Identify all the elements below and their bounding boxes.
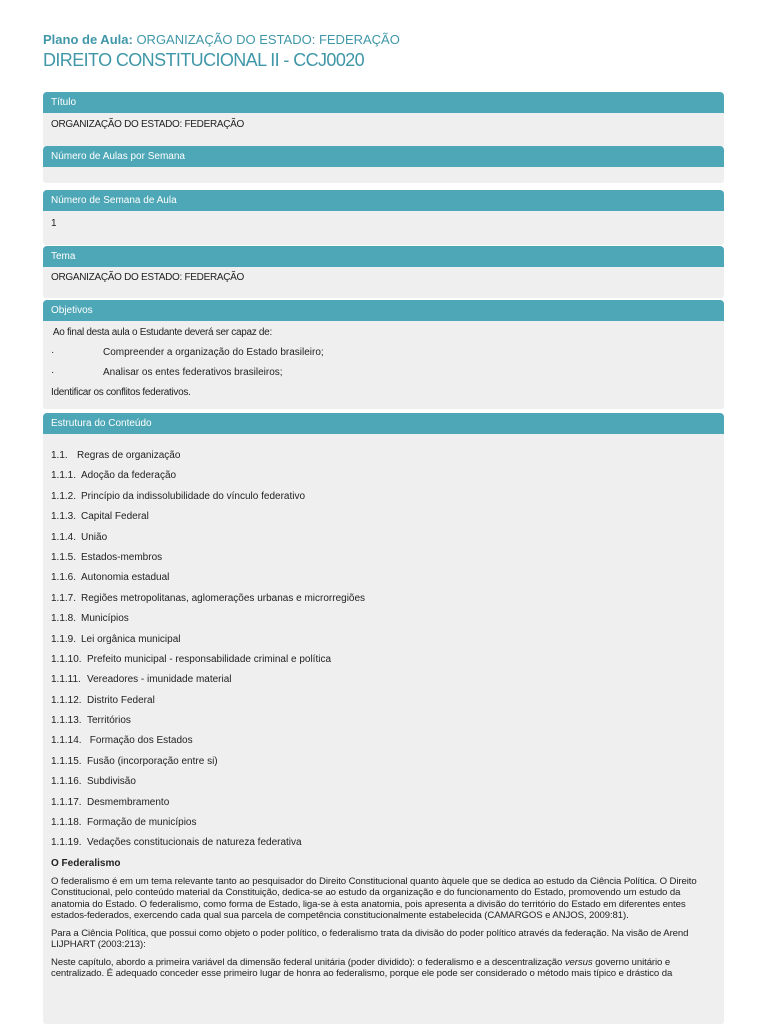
item-text: Subdivisão	[87, 776, 136, 788]
item-number: 1.1.12.	[51, 694, 82, 706]
item-text: Regras de organização	[77, 450, 181, 461]
item-text: Municípios	[81, 613, 129, 625]
section-body	[43, 434, 724, 1024]
plan-line	[43, 31, 400, 49]
objetivos-intro: Ao final desta aula o Estudante deverá ser capaz de:	[51, 327, 272, 338]
list-item	[51, 507, 716, 527]
item-number: 1.1.10.	[51, 653, 82, 665]
item-number: 1.1.19.	[51, 837, 82, 849]
item-text: Formação dos Estados	[87, 735, 193, 747]
item-text: Prefeito municipal - responsabilidade criminal e política	[87, 653, 332, 665]
list-item	[51, 670, 716, 690]
list-item	[51, 813, 716, 833]
item-number: 1.1.2.	[51, 490, 77, 502]
section-tema	[43, 246, 724, 298]
document-header	[43, 31, 400, 71]
list-item	[51, 466, 716, 486]
tema-value: ORGANIZAÇÃO DO ESTADO: FEDERAÇÃO	[51, 272, 245, 283]
section-titulo	[43, 92, 724, 147]
list-item	[51, 711, 716, 731]
list-item	[51, 772, 716, 792]
list-item	[51, 528, 716, 548]
item-number: 1.1.5.	[51, 551, 77, 563]
paragraph: Para a Ciência Política, que possui como objeto o poder político, o federalismo trata da divisão do poder político através da federação. Na visão de Arend LIJPHART (2003:213):	[51, 927, 689, 951]
content-outline	[51, 446, 716, 854]
item-number: 1.1.13.	[51, 715, 82, 727]
section-header: Estrutura do Conteúdo	[43, 413, 724, 434]
section-header: Título	[43, 92, 724, 113]
section-body	[43, 211, 724, 245]
item-text: Vereadores - imunidade material	[87, 674, 232, 686]
section-objetivos	[43, 300, 724, 409]
section-header: Número de Aulas por Semana	[43, 146, 724, 167]
list-item	[51, 446, 716, 466]
section-semana-aula	[43, 190, 724, 245]
aulas-semana-value	[51, 167, 716, 183]
item-text: Lei orgânica municipal	[81, 633, 181, 645]
item-number: 1.1.8.	[51, 613, 77, 625]
paragraph-italic: versus	[564, 956, 593, 968]
item-text: União	[81, 531, 108, 543]
item-number: 1.1.1.	[51, 470, 77, 482]
paragraph	[51, 957, 716, 980]
list-item	[51, 630, 716, 650]
bullet-text: Analisar os entes federativos brasileiros;	[103, 367, 283, 378]
item-number: 1.1.6.	[51, 572, 77, 584]
section-header: Objetivos	[43, 300, 724, 321]
item-number: 1.1.16.	[51, 776, 82, 788]
item-text: Distrito Federal	[87, 694, 155, 706]
list-item	[51, 487, 716, 507]
section-header: Tema	[43, 246, 724, 267]
list-item	[51, 343, 716, 363]
list-item	[51, 568, 716, 588]
item-text: Territórios	[87, 715, 131, 727]
course-title: DIREITO CONSTITUCIONAL II - CCJ0020	[43, 50, 365, 70]
paragraph: O federalismo é em um tema relevante tanto ao pesquisador do Direito Constitucional quanto àquele que se dedica ao estudo da Ciência Política. O Direito Constitucional, pelo conteúdo material da Constituição, dedica-se ao estudo da organização e do funcionamento do Estado, promovendo um estudo da anatomia do Estado. O federalismo, como forma de Estado, liga-se à esta anatomia, pois apresenta a divisão do território do Estado em diferentes entes estados-federados, exercendo cada qual sua parcela de competência constitucionalmente estabelecida (CAMARGOS e ANJOS, 2009:81).	[51, 875, 697, 922]
semana-aula-value: 1	[51, 218, 57, 229]
section-body	[43, 167, 724, 183]
section-aulas-semana	[43, 146, 724, 183]
list-item	[51, 833, 716, 853]
section-header: Número de Semana de Aula	[43, 190, 724, 211]
item-text: Regiões metropolitanas, aglomerações urbanas e microrregiões	[81, 592, 366, 604]
item-text: Capital Federal	[81, 511, 149, 523]
list-item	[51, 609, 716, 629]
item-number: 1.1.9.	[51, 633, 77, 645]
bullet-dot: ·	[51, 367, 55, 378]
plan-title: ORGANIZAÇÃO DO ESTADO: FEDERAÇÃO	[136, 32, 400, 47]
item-number: 1.1.3.	[51, 511, 77, 523]
plan-label: Plano de Aula:	[43, 32, 133, 47]
list-item	[51, 731, 716, 751]
list-item	[51, 752, 716, 772]
list-item	[51, 548, 716, 568]
item-number: 1.1.4.	[51, 531, 77, 543]
section-body	[43, 113, 724, 147]
item-number: 1.1.18.	[51, 817, 82, 829]
list-item	[51, 793, 716, 813]
item-text: Adoção da federação	[81, 470, 177, 482]
item-number: 1.1.7.	[51, 592, 77, 604]
item-text: Vedações constitucionais de natureza federativa	[87, 837, 302, 849]
item-text: Autonomia estadual	[81, 572, 170, 584]
titulo-value: ORGANIZAÇÃO DO ESTADO: FEDERAÇÃO	[51, 119, 245, 130]
item-number: 1.1.15.	[51, 755, 82, 767]
item-text: Fusão (incorporação entre si)	[87, 755, 218, 767]
paragraph-text: governo unitário e centralizado. É adequado conceder esse primeiro lugar de honra ao federalismo, porque ele pode ser considerado o método mais típico e drástico da	[51, 956, 673, 980]
list-item	[51, 691, 716, 711]
objetivos-last: Identificar os conflitos federativos.	[51, 387, 191, 398]
subheading: O Federalismo	[51, 857, 121, 869]
item-text: Formação de municípios	[87, 817, 197, 829]
bullet-text: Compreender a organização do Estado brasileiro;	[103, 347, 324, 358]
item-number: 1.1.11.	[51, 674, 81, 686]
item-number: 1.1.14.	[51, 735, 82, 747]
paragraph-text: Neste capítulo, abordo a primeira variável da dimensão federal unitária (poder dividido): o federalismo e a descentralização	[51, 956, 565, 968]
item-number: 1.1.17.	[51, 796, 82, 808]
section-body	[43, 321, 724, 409]
list-item	[51, 589, 716, 609]
item-text: Desmembramento	[87, 796, 170, 808]
bullet-dot: ·	[51, 347, 55, 358]
item-text: Estados-membros	[81, 551, 163, 563]
list-item	[51, 363, 716, 383]
item-number: 1.1.	[51, 450, 68, 461]
section-estrutura	[43, 413, 724, 1024]
section-body	[43, 267, 724, 298]
list-item	[51, 650, 716, 670]
item-text: Princípio da indissolubilidade do vínculo federativo	[81, 490, 306, 502]
